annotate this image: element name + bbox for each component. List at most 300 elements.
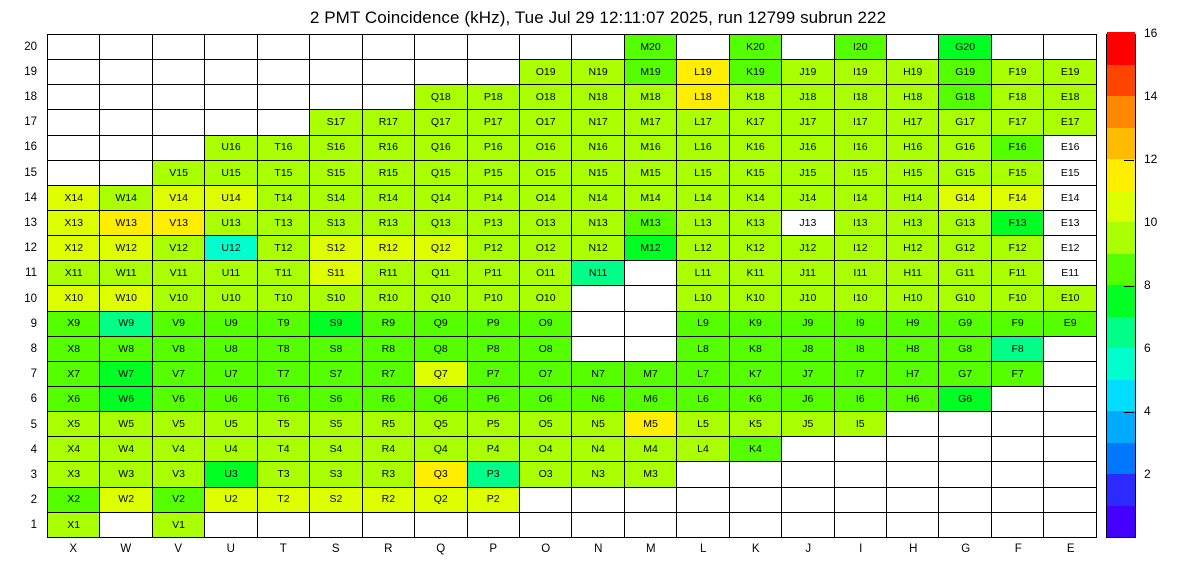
heatmap-cell-H7: H7 (887, 361, 939, 386)
heatmap-cell-F13: F13 (991, 210, 1043, 235)
heatmap-cell-W4: W4 (100, 437, 152, 462)
heatmap-cell-P9: P9 (467, 311, 519, 336)
heatmap-cell-S14: S14 (310, 185, 362, 210)
heatmap-cell-G6: G6 (939, 386, 991, 411)
heatmap-cell-H19: H19 (887, 60, 939, 85)
heatmap-cell-V8: V8 (152, 336, 204, 361)
heatmap-cell-T4: T4 (257, 437, 309, 462)
heatmap-cell-empty (100, 60, 152, 85)
heatmap-row (48, 135, 1097, 160)
heatmap-cell-X1: X1 (48, 512, 100, 537)
heatmap-cell-L13: L13 (677, 210, 729, 235)
heatmap-cell-E19: E19 (1044, 60, 1097, 85)
heatmap-cell-empty (1044, 487, 1097, 512)
heatmap-cell-O6: O6 (519, 386, 571, 411)
heatmap-cell-empty (415, 512, 467, 537)
colorbar-tick-label: 12 (1144, 152, 1158, 166)
heatmap-cell-I13: I13 (834, 210, 886, 235)
heatmap-cell-E12: E12 (1044, 236, 1097, 261)
heatmap-cell-E14: E14 (1044, 185, 1097, 210)
colorbar-tick-label: 16 (1144, 26, 1158, 40)
heatmap-cell-M16: M16 (624, 135, 676, 160)
heatmap-cell-U7: U7 (205, 361, 257, 386)
heatmap-cell-T15: T15 (257, 160, 309, 185)
heatmap-cell-S13: S13 (310, 210, 362, 235)
heatmap-cell-X11: X11 (48, 261, 100, 286)
heatmap-cell-W3: W3 (100, 462, 152, 487)
heatmap-cell-F14: F14 (991, 185, 1043, 210)
x-axis-tick-label: O (541, 543, 551, 555)
heatmap-cell-empty (572, 286, 624, 311)
heatmap-cell-F9: F9 (991, 311, 1043, 336)
heatmap-cell-empty (362, 512, 414, 537)
heatmap-cell-empty (939, 412, 991, 437)
heatmap-cell-empty (572, 311, 624, 336)
heatmap-cell-S11: S11 (310, 261, 362, 286)
y-axis-tick-label: 18 (24, 91, 37, 103)
heatmap-row (48, 412, 1097, 437)
heatmap-cell-M18: M18 (624, 85, 676, 110)
heatmap-cell-T5: T5 (257, 412, 309, 437)
heatmap-cell-K6: K6 (729, 386, 781, 411)
heatmap-cell-X3: X3 (48, 462, 100, 487)
heatmap-cell-empty (991, 487, 1043, 512)
y-axis-tick-label: 9 (30, 317, 37, 330)
heatmap-cell-S8: S8 (310, 336, 362, 361)
heatmap-cell-empty (48, 160, 100, 185)
heatmap-cell-H16: H16 (887, 135, 939, 160)
heatmap-cell-T6: T6 (257, 386, 309, 411)
x-axis-tick-label: E (1066, 543, 1075, 555)
heatmap-cell-empty (1044, 361, 1097, 386)
heatmap-cell-empty (677, 487, 729, 512)
heatmap-cell-empty (100, 35, 152, 60)
colorbar-segment (1107, 410, 1135, 442)
heatmap-cell-O3: O3 (519, 462, 571, 487)
heatmap-cell-S3: S3 (310, 462, 362, 487)
heatmap-cell-empty (1044, 386, 1097, 411)
y-axis-tick-label: 2 (30, 494, 37, 507)
heatmap-cell-L17: L17 (677, 110, 729, 135)
heatmap-cell-empty (100, 135, 152, 160)
heatmap-cell-G20: G20 (939, 35, 991, 60)
heatmap-cell-Q10: Q10 (415, 286, 467, 311)
heatmap-cell-F18: F18 (991, 85, 1043, 110)
heatmap-cell-P3: P3 (467, 462, 519, 487)
heatmap-cell-empty (624, 487, 676, 512)
heatmap-cell-empty (834, 512, 886, 537)
x-axis-tick-label: N (594, 543, 603, 555)
colorbar-tick-label: 10 (1144, 215, 1158, 229)
heatmap-cell-F16: F16 (991, 135, 1043, 160)
heatmap-cell-empty (729, 462, 781, 487)
colorbar-segment (1107, 221, 1135, 253)
heatmap-cell-I10: I10 (834, 286, 886, 311)
heatmap-cell-X12: X12 (48, 236, 100, 261)
heatmap-cell-L4: L4 (677, 437, 729, 462)
heatmap-cell-Q7: Q7 (415, 361, 467, 386)
heatmap-cell-P4: P4 (467, 437, 519, 462)
heatmap-cell-empty (100, 85, 152, 110)
heatmap-cell-empty (782, 35, 834, 60)
heatmap-cell-empty (519, 512, 571, 537)
heatmap-cell-empty (939, 512, 991, 537)
heatmap-cell-empty (310, 60, 362, 85)
heatmap-cell-L7: L7 (677, 361, 729, 386)
heatmap-cell-O9: O9 (519, 311, 571, 336)
heatmap-cell-T7: T7 (257, 361, 309, 386)
heatmap-row (48, 437, 1097, 462)
heatmap-cell-V9: V9 (152, 311, 204, 336)
heatmap-cell-F7: F7 (991, 361, 1043, 386)
heatmap-row (48, 512, 1097, 537)
heatmap-cell-G17: G17 (939, 110, 991, 135)
heatmap-cell-Q9: Q9 (415, 311, 467, 336)
heatmap-row (48, 210, 1097, 235)
heatmap-cell-E10: E10 (1044, 286, 1097, 311)
heatmap-cell-empty (572, 512, 624, 537)
heatmap-cell-U16: U16 (205, 135, 257, 160)
heatmap-cell-J19: J19 (782, 60, 834, 85)
heatmap-cell-O15: O15 (519, 160, 571, 185)
heatmap-cell-Q12: Q12 (415, 236, 467, 261)
heatmap-cell-T10: T10 (257, 286, 309, 311)
x-axis-tick-label: Q (436, 543, 446, 555)
heatmap-cell-K11: K11 (729, 261, 781, 286)
heatmap-cell-V3: V3 (152, 462, 204, 487)
heatmap-cell-V14: V14 (152, 185, 204, 210)
y-axis-tick-label: 5 (30, 418, 37, 431)
heatmap-cell-I17: I17 (834, 110, 886, 135)
heatmap-cell-empty (205, 110, 257, 135)
heatmap-cell-P2: P2 (467, 487, 519, 512)
heatmap-cell-O13: O13 (519, 210, 571, 235)
heatmap-cell-P18: P18 (467, 85, 519, 110)
heatmap-cell-empty (834, 487, 886, 512)
heatmap-cell-H18: H18 (887, 85, 939, 110)
heatmap-cell-I8: I8 (834, 336, 886, 361)
heatmap-cell-N15: N15 (572, 160, 624, 185)
chart-title: 2 PMT Coincidence (kHz), Tue Jul 29 12:11:07 2025, run 12799 subrun 222 (309, 8, 887, 27)
heatmap-cell-empty (939, 462, 991, 487)
heatmap-cell-empty (48, 110, 100, 135)
colorbar-segment (1107, 505, 1135, 537)
heatmap-cell-X4: X4 (48, 437, 100, 462)
colorbar-tick-mark (1124, 412, 1134, 413)
heatmap-row (48, 336, 1097, 361)
heatmap-cell-E9: E9 (1044, 311, 1097, 336)
heatmap-cell-F15: F15 (991, 160, 1043, 185)
heatmap-cell-R4: R4 (362, 437, 414, 462)
y-axis-tick-label: 6 (30, 393, 37, 406)
heatmap-cell-empty (729, 487, 781, 512)
heatmap-cell-K14: K14 (729, 185, 781, 210)
x-axis-tick-label: S (331, 543, 340, 555)
heatmap-cell-empty (677, 35, 729, 60)
heatmap-cell-U3: U3 (205, 462, 257, 487)
x-axis-tick-label: L (700, 543, 707, 555)
heatmap-cell-U12: U12 (205, 236, 257, 261)
heatmap-cell-S10: S10 (310, 286, 362, 311)
heatmap-cell-empty (467, 512, 519, 537)
heatmap-cell-empty (48, 85, 100, 110)
colorbar-segment (1107, 253, 1135, 285)
heatmap-cell-P8: P8 (467, 336, 519, 361)
y-axis-tick-label: 10 (24, 292, 37, 305)
heatmap-cell-empty (624, 261, 676, 286)
heatmap-cell-empty (624, 311, 676, 336)
heatmap-cell-U13: U13 (205, 210, 257, 235)
heatmap-cell-X9: X9 (48, 311, 100, 336)
heatmap-row (48, 35, 1097, 60)
heatmap-cell-empty (782, 512, 834, 537)
heatmap-cell-M17: M17 (624, 110, 676, 135)
heatmap-cell-empty (624, 512, 676, 537)
heatmap-cell-V11: V11 (152, 261, 204, 286)
y-axis-tick-label: 3 (30, 469, 37, 481)
colorbar-segment (1107, 64, 1135, 96)
heatmap-cell-P11: P11 (467, 261, 519, 286)
colorbar-tick-label: 2 (1144, 467, 1151, 481)
heatmap-cell-S12: S12 (310, 236, 362, 261)
heatmap-cell-J13: J13 (782, 210, 834, 235)
heatmap-cell-empty (1044, 437, 1097, 462)
y-axis-tick-label: 7 (30, 368, 37, 381)
heatmap-cell-S15: S15 (310, 160, 362, 185)
heatmap-cell-U10: U10 (205, 286, 257, 311)
heatmap-row (48, 487, 1097, 512)
heatmap-cell-empty (991, 462, 1043, 487)
x-axis-tick-label: K (751, 543, 760, 555)
heatmap-cell-W8: W8 (100, 336, 152, 361)
x-axis-tick-label: H (909, 543, 918, 555)
x-axis-tick-label: R (384, 543, 393, 555)
heatmap-cell-L19: L19 (677, 60, 729, 85)
heatmap-cell-G15: G15 (939, 160, 991, 185)
heatmap-cell-empty (205, 35, 257, 60)
x-axis-tick-label: P (489, 543, 498, 555)
heatmap-cell-empty (782, 462, 834, 487)
heatmap-cell-E15: E15 (1044, 160, 1097, 185)
heatmap-cell-R9: R9 (362, 311, 414, 336)
heatmap-cell-K12: K12 (729, 236, 781, 261)
x-axis-labels (47, 540, 1097, 560)
heatmap-cell-O4: O4 (519, 437, 571, 462)
heatmap-cell-H9: H9 (887, 311, 939, 336)
heatmap-cell-J18: J18 (782, 85, 834, 110)
colorbar-segment (1107, 284, 1135, 316)
heatmap-cell-empty (782, 487, 834, 512)
heatmap-cell-O19: O19 (519, 60, 571, 85)
heatmap-cell-O7: O7 (519, 361, 571, 386)
heatmap-cell-N17: N17 (572, 110, 624, 135)
heatmap-cell-F19: F19 (991, 60, 1043, 85)
heatmap-row (48, 361, 1097, 386)
heatmap-row (48, 386, 1097, 411)
heatmap-cell-H13: H13 (887, 210, 939, 235)
heatmap-cell-empty (677, 462, 729, 487)
heatmap-cell-V7: V7 (152, 361, 204, 386)
y-axis-labels (0, 34, 42, 538)
y-axis-tick-label: 4 (30, 443, 37, 456)
heatmap-cell-L18: L18 (677, 85, 729, 110)
heatmap-cell-I5: I5 (834, 412, 886, 437)
heatmap-cell-Q13: Q13 (415, 210, 467, 235)
heatmap-cell-Q3: Q3 (415, 462, 467, 487)
heatmap-cell-K8: K8 (729, 336, 781, 361)
heatmap-cell-empty (887, 487, 939, 512)
heatmap-cell-V5: V5 (152, 412, 204, 437)
heatmap-cell-Q18: Q18 (415, 85, 467, 110)
heatmap-cell-empty (991, 386, 1043, 411)
heatmap-cell-G10: G10 (939, 286, 991, 311)
x-axis-tick-label: M (645, 543, 656, 555)
heatmap-cell-H17: H17 (887, 110, 939, 135)
heatmap-cell-W9: W9 (100, 311, 152, 336)
heatmap-row (48, 462, 1097, 487)
heatmap-cell-J10: J10 (782, 286, 834, 311)
heatmap-cell-V4: V4 (152, 437, 204, 462)
heatmap-cell-N5: N5 (572, 412, 624, 437)
heatmap-row (48, 236, 1097, 261)
heatmap-cell-empty (362, 35, 414, 60)
heatmap-cell-S17: S17 (310, 110, 362, 135)
colorbar-segment (1107, 442, 1135, 474)
heatmap-cell-K7: K7 (729, 361, 781, 386)
heatmap-row (48, 110, 1097, 135)
heatmap-cell-empty (1044, 336, 1097, 361)
heatmap-cell-J7: J7 (782, 361, 834, 386)
y-axis-tick-label: 1 (30, 519, 37, 532)
heatmap-cell-V6: V6 (152, 386, 204, 411)
y-axis-tick-label: 15 (24, 166, 37, 179)
heatmap-cell-F10: F10 (991, 286, 1043, 311)
heatmap-cell-H15: H15 (887, 160, 939, 185)
heatmap-cell-R16: R16 (362, 135, 414, 160)
heatmap-cell-empty (205, 60, 257, 85)
heatmap-cell-empty (887, 437, 939, 462)
heatmap-cell-U4: U4 (205, 437, 257, 462)
heatmap-cell-empty (257, 35, 309, 60)
heatmap-cell-E16: E16 (1044, 135, 1097, 160)
heatmap-cell-J17: J17 (782, 110, 834, 135)
heatmap-cell-T16: T16 (257, 135, 309, 160)
heatmap-cell-K4: K4 (729, 437, 781, 462)
heatmap-cell-empty (991, 437, 1043, 462)
heatmap-cell-T3: T3 (257, 462, 309, 487)
heatmap-cell-F8: F8 (991, 336, 1043, 361)
heatmap-cell-empty (887, 412, 939, 437)
heatmap-cell-O12: O12 (519, 236, 571, 261)
heatmap-cell-T11: T11 (257, 261, 309, 286)
heatmap-cell-Q15: Q15 (415, 160, 467, 185)
heatmap-cell-empty (100, 160, 152, 185)
heatmap-cell-R12: R12 (362, 236, 414, 261)
heatmap-cell-V10: V10 (152, 286, 204, 311)
heatmap-cell-H11: H11 (887, 261, 939, 286)
heatmap-row (48, 60, 1097, 85)
heatmap-cell-empty (991, 35, 1043, 60)
heatmap-cell-K20: K20 (729, 35, 781, 60)
heatmap-cell-M12: M12 (624, 236, 676, 261)
heatmap-cell-R13: R13 (362, 210, 414, 235)
heatmap-cell-empty (310, 85, 362, 110)
heatmap-cell-Q6: Q6 (415, 386, 467, 411)
heatmap-cell-F12: F12 (991, 236, 1043, 261)
heatmap-cell-X8: X8 (48, 336, 100, 361)
heatmap-cell-R6: R6 (362, 386, 414, 411)
heatmap-cell-G7: G7 (939, 361, 991, 386)
x-axis-tick-label: G (961, 543, 971, 555)
heatmap-cell-empty (415, 35, 467, 60)
heatmap-cell-P12: P12 (467, 236, 519, 261)
heatmap-cell-M7: M7 (624, 361, 676, 386)
heatmap-cell-empty (782, 437, 834, 462)
heatmap-cell-E18: E18 (1044, 85, 1097, 110)
heatmap-cell-G13: G13 (939, 210, 991, 235)
y-axis-tick-label: 17 (24, 116, 37, 129)
y-axis-tick-label: 20 (24, 40, 37, 53)
heatmap-cell-G16: G16 (939, 135, 991, 160)
y-axis-tick-label: 13 (24, 217, 37, 229)
heatmap-cell-X14: X14 (48, 185, 100, 210)
heatmap-cell-I15: I15 (834, 160, 886, 185)
heatmap-cell-empty (257, 85, 309, 110)
heatmap-cell-N18: N18 (572, 85, 624, 110)
heatmap-cell-T12: T12 (257, 236, 309, 261)
heatmap-row (48, 185, 1097, 210)
heatmap-cell-W13: W13 (100, 210, 152, 235)
colorbar-ticks (1136, 26, 1194, 538)
heatmap-cell-L16: L16 (677, 135, 729, 160)
heatmap-cell-W2: W2 (100, 487, 152, 512)
heatmap-cell-N11: N11 (572, 261, 624, 286)
heatmap-cell-V1: V1 (152, 512, 204, 537)
colorbar-tick-mark (1124, 160, 1134, 161)
heatmap-cell-X10: X10 (48, 286, 100, 311)
heatmap-cell-empty (572, 487, 624, 512)
heatmap-cell-I11: I11 (834, 261, 886, 286)
x-axis-tick-label: J (805, 543, 812, 555)
heatmap-cell-empty (257, 60, 309, 85)
heatmap-cell-empty (519, 35, 571, 60)
x-axis-tick-label: I (859, 543, 863, 555)
heatmap-cell-S7: S7 (310, 361, 362, 386)
heatmap-cell-empty (152, 110, 204, 135)
heatmap-cell-T14: T14 (257, 185, 309, 210)
heatmap-cell-I12: I12 (834, 236, 886, 261)
heatmap-cell-G12: G12 (939, 236, 991, 261)
heatmap-cell-empty (991, 412, 1043, 437)
heatmap-cell-M3: M3 (624, 462, 676, 487)
y-axis-tick-label: 8 (30, 343, 37, 355)
heatmap-cell-W10: W10 (100, 286, 152, 311)
heatmap-cell-E17: E17 (1044, 110, 1097, 135)
heatmap-cell-empty (48, 135, 100, 160)
heatmap-cell-J12: J12 (782, 236, 834, 261)
heatmap-cell-M20: M20 (624, 35, 676, 60)
heatmap-cell-M6: M6 (624, 386, 676, 411)
heatmap-cell-U14: U14 (205, 185, 257, 210)
heatmap-cell-M4: M4 (624, 437, 676, 462)
colorbar-tick-label: 8 (1144, 278, 1151, 292)
heatmap-cell-empty (1044, 35, 1097, 60)
heatmap-cell-E13: E13 (1044, 210, 1097, 235)
heatmap-cell-R14: R14 (362, 185, 414, 210)
heatmap-cell-Q8: Q8 (415, 336, 467, 361)
heatmap-cell-I16: I16 (834, 135, 886, 160)
heatmap-cell-empty (519, 487, 571, 512)
